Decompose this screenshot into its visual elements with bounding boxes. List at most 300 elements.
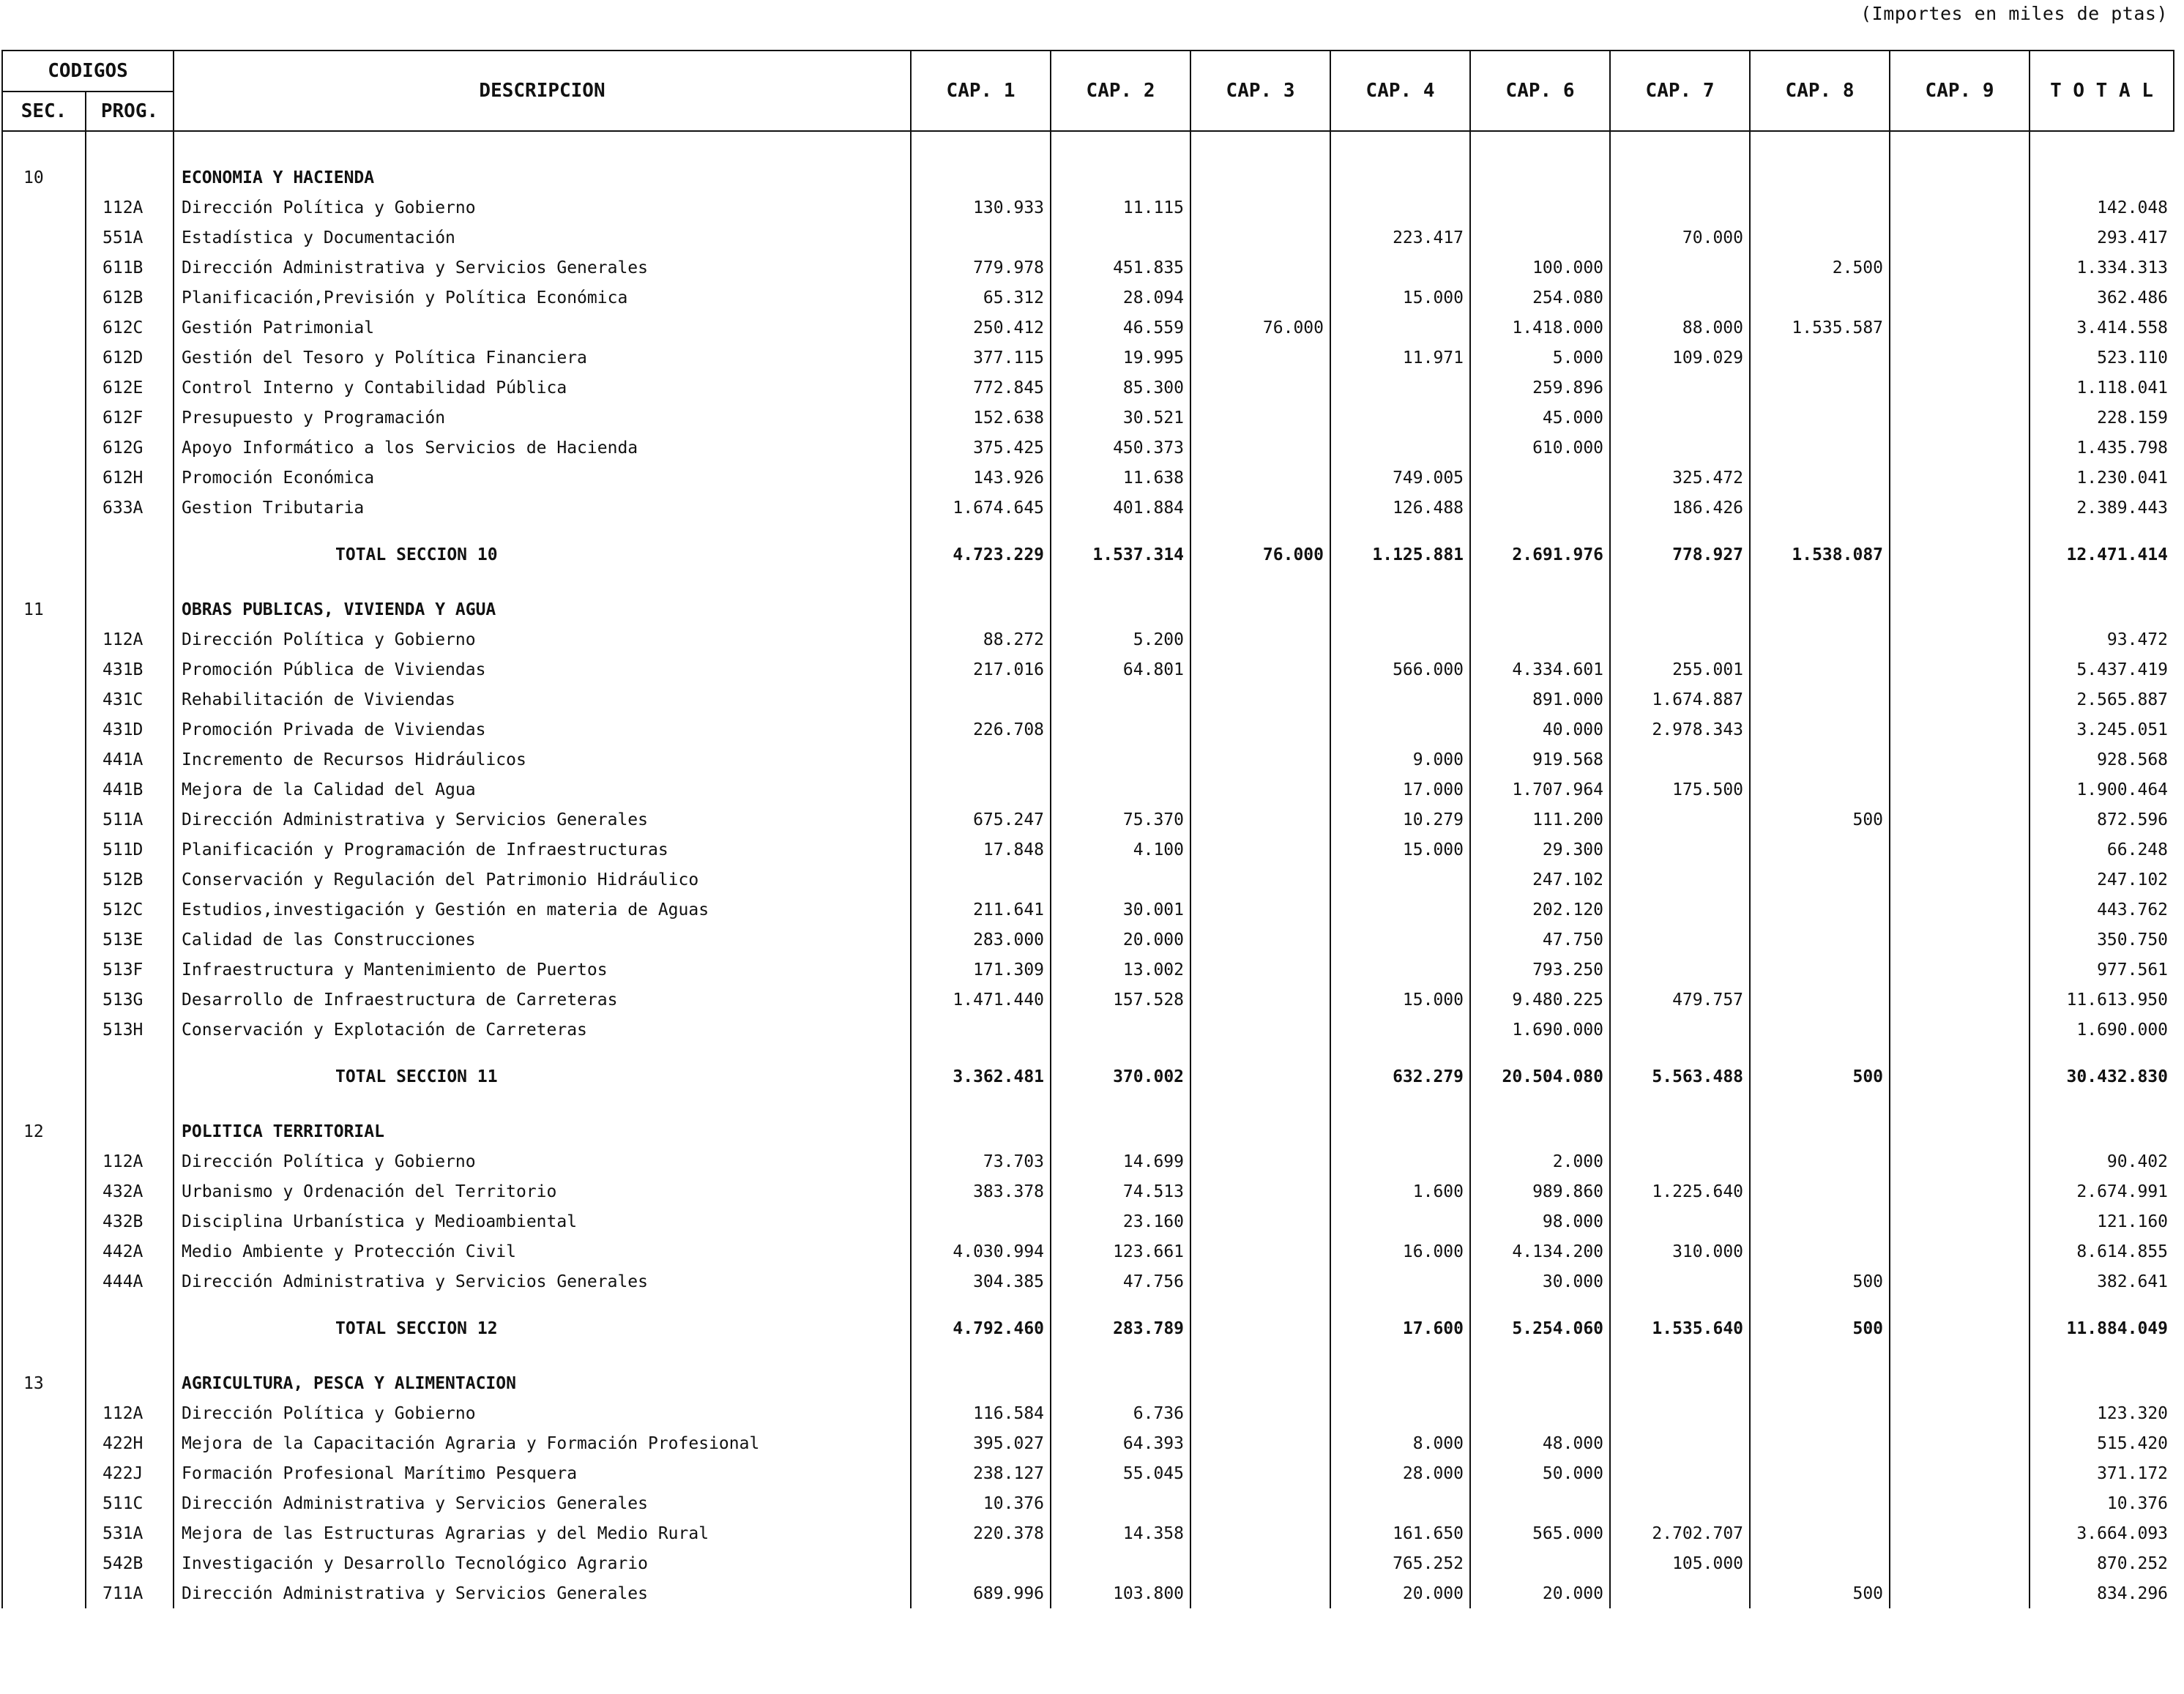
cap2-header: CAP. 2 bbox=[1051, 51, 1190, 131]
empty-cell bbox=[1051, 587, 1190, 594]
program-description: Dirección Administrativa y Servicios Generales bbox=[174, 1266, 911, 1296]
empty-cell bbox=[1051, 1361, 1190, 1368]
program-description: Planificación y Programación de Infraestructuras bbox=[174, 835, 911, 865]
program-description: Dirección Administrativa y Servicios Generales bbox=[174, 1578, 911, 1608]
amount-value: 109.029 bbox=[1610, 343, 1750, 373]
empty-cell bbox=[2030, 1116, 2174, 1146]
amount-value bbox=[1890, 1488, 2030, 1518]
row-total-value: 977.561 bbox=[2030, 955, 2174, 985]
empty-cell bbox=[1890, 163, 2030, 193]
total-value: 4.792.460 bbox=[911, 1296, 1051, 1361]
table-row bbox=[2, 835, 2174, 865]
amount-value bbox=[1750, 1518, 1890, 1548]
amount-value: 88.272 bbox=[911, 624, 1051, 654]
table-row bbox=[2, 925, 2174, 955]
table-row bbox=[2, 1146, 2174, 1176]
amount-value: 566.000 bbox=[1330, 654, 1470, 684]
row-total-value: 1.334.313 bbox=[2030, 253, 2174, 283]
cap4-header: CAP. 4 bbox=[1330, 51, 1470, 131]
program-code: 444A bbox=[86, 1266, 174, 1296]
amount-value: 479.757 bbox=[1610, 985, 1750, 1015]
total-value bbox=[1890, 1045, 2030, 1109]
amount-value bbox=[1610, 1458, 1750, 1488]
amount-value bbox=[911, 1548, 1051, 1578]
amount-value: 157.528 bbox=[1051, 985, 1190, 1015]
empty-cell bbox=[2, 1045, 86, 1109]
empty-cell bbox=[2, 684, 86, 714]
table-row bbox=[2, 253, 2174, 283]
empty-cell bbox=[2, 283, 86, 313]
amount-value bbox=[1890, 343, 2030, 373]
amount-value: 130.933 bbox=[911, 193, 1051, 223]
empty-cell bbox=[1610, 587, 1750, 594]
empty-cell bbox=[911, 1109, 1051, 1116]
empty-cell bbox=[2030, 1361, 2174, 1368]
row-total-value: 1.690.000 bbox=[2030, 1015, 2174, 1045]
program-code: 612D bbox=[86, 343, 174, 373]
total-value: 778.927 bbox=[1610, 523, 1750, 587]
empty-cell bbox=[2, 253, 86, 283]
amount-value bbox=[1190, 433, 1330, 463]
amount-value bbox=[1890, 714, 2030, 745]
empty-cell bbox=[1610, 1368, 1750, 1398]
table-row bbox=[2, 343, 2174, 373]
amount-value: 74.513 bbox=[1051, 1176, 1190, 1206]
amount-value bbox=[1330, 253, 1470, 283]
total-value: 1.535.640 bbox=[1610, 1296, 1750, 1361]
table-row bbox=[2, 895, 2174, 925]
section-header-row bbox=[2, 594, 2174, 624]
amount-value: 16.000 bbox=[1330, 1236, 1470, 1266]
amount-value bbox=[1470, 1488, 1610, 1518]
amount-value: 116.584 bbox=[911, 1398, 1051, 1428]
amount-value bbox=[1750, 283, 1890, 313]
table-row bbox=[2, 955, 2174, 985]
amount-value: 9.000 bbox=[1330, 745, 1470, 775]
empty-cell bbox=[86, 523, 174, 587]
amount-value: 223.417 bbox=[1330, 223, 1470, 253]
amount-value bbox=[911, 1206, 1051, 1236]
empty-cell bbox=[86, 131, 174, 163]
amount-value bbox=[1890, 1206, 2030, 1236]
empty-cell bbox=[2, 373, 86, 403]
amount-value bbox=[1190, 343, 1330, 373]
amount-value: 10.279 bbox=[1330, 805, 1470, 835]
amount-value bbox=[1890, 1236, 2030, 1266]
table-row bbox=[2, 985, 2174, 1015]
empty-cell bbox=[2, 895, 86, 925]
empty-cell bbox=[1051, 594, 1190, 624]
sec-header: SEC. bbox=[2, 92, 86, 131]
amount-value: 175.500 bbox=[1610, 775, 1750, 805]
amount-value bbox=[1750, 373, 1890, 403]
amount-value: 161.650 bbox=[1330, 1518, 1470, 1548]
section-header-row bbox=[2, 163, 2174, 193]
amount-value: 565.000 bbox=[1470, 1518, 1610, 1548]
row-total-value: 8.614.855 bbox=[2030, 1236, 2174, 1266]
amount-value bbox=[1190, 193, 1330, 223]
spacer-row bbox=[2, 1361, 2174, 1368]
empty-cell bbox=[2, 835, 86, 865]
empty-cell bbox=[2, 955, 86, 985]
amount-value: 29.300 bbox=[1470, 835, 1610, 865]
amount-value bbox=[1470, 624, 1610, 654]
table-row bbox=[2, 1518, 2174, 1548]
empty-cell bbox=[1610, 594, 1750, 624]
amount-value: 1.690.000 bbox=[1470, 1015, 1610, 1045]
amount-value bbox=[1330, 955, 1470, 985]
section-header-row bbox=[2, 1116, 2174, 1146]
empty-cell bbox=[2, 1458, 86, 1488]
amount-value bbox=[1610, 955, 1750, 985]
empty-cell bbox=[2, 223, 86, 253]
total-value: 1.125.881 bbox=[1330, 523, 1470, 587]
amount-value bbox=[1750, 1176, 1890, 1206]
amount-value: 2.500 bbox=[1750, 253, 1890, 283]
total-value: 283.789 bbox=[1051, 1296, 1190, 1361]
amount-value bbox=[1610, 1015, 1750, 1045]
amount-value bbox=[1610, 1206, 1750, 1236]
empty-cell bbox=[2, 775, 86, 805]
amount-value bbox=[1190, 1428, 1330, 1458]
amount-value bbox=[1190, 1398, 1330, 1428]
amount-value bbox=[1750, 1398, 1890, 1428]
amount-value: 13.002 bbox=[1051, 955, 1190, 985]
amount-value: 103.800 bbox=[1051, 1578, 1190, 1608]
amount-value: 5.200 bbox=[1051, 624, 1190, 654]
empty-cell bbox=[2030, 131, 2174, 163]
amount-value bbox=[1190, 253, 1330, 283]
amount-value: 689.996 bbox=[911, 1578, 1051, 1608]
table-row bbox=[2, 745, 2174, 775]
program-code: 432A bbox=[86, 1176, 174, 1206]
empty-cell bbox=[1330, 1368, 1470, 1398]
amount-value bbox=[1051, 1488, 1190, 1518]
amount-value bbox=[1890, 895, 2030, 925]
row-total-value: 228.159 bbox=[2030, 403, 2174, 433]
total-value bbox=[1890, 523, 2030, 587]
table-row bbox=[2, 1015, 2174, 1045]
empty-cell bbox=[2, 523, 86, 587]
amount-value bbox=[1890, 403, 2030, 433]
row-total-value: 1.230.041 bbox=[2030, 463, 2174, 493]
amount-value bbox=[1190, 835, 1330, 865]
program-code: 442A bbox=[86, 1236, 174, 1266]
amount-value: 772.845 bbox=[911, 373, 1051, 403]
amount-value: 377.115 bbox=[911, 343, 1051, 373]
empty-cell bbox=[1890, 1361, 2030, 1368]
cap6-header: CAP. 6 bbox=[1470, 51, 1610, 131]
amount-value bbox=[1610, 1428, 1750, 1458]
amount-value bbox=[1610, 835, 1750, 865]
program-description: Infraestructura y Mantenimiento de Puertos bbox=[174, 955, 911, 985]
program-description: Gestión del Tesoro y Política Financiera bbox=[174, 343, 911, 373]
empty-cell bbox=[1051, 1116, 1190, 1146]
empty-cell bbox=[1470, 594, 1610, 624]
amount-value: 450.373 bbox=[1051, 433, 1190, 463]
amount-value: 30.000 bbox=[1470, 1266, 1610, 1296]
amount-value bbox=[1890, 624, 2030, 654]
amount-value: 765.252 bbox=[1330, 1548, 1470, 1578]
grand-total-value: 30.432.830 bbox=[2030, 1045, 2174, 1109]
amount-value bbox=[1470, 463, 1610, 493]
empty-cell bbox=[1890, 131, 2030, 163]
amount-value bbox=[1750, 463, 1890, 493]
amount-value bbox=[1190, 1236, 1330, 1266]
amount-value: 152.638 bbox=[911, 403, 1051, 433]
table-row bbox=[2, 684, 2174, 714]
program-code: 422H bbox=[86, 1428, 174, 1458]
row-total-value: 1.118.041 bbox=[2030, 373, 2174, 403]
amount-value: 254.080 bbox=[1470, 283, 1610, 313]
amount-value: 9.480.225 bbox=[1470, 985, 1610, 1015]
cap8-header: CAP. 8 bbox=[1750, 51, 1890, 131]
empty-cell bbox=[2, 1266, 86, 1296]
amount-value: 8.000 bbox=[1330, 1428, 1470, 1458]
empty-cell bbox=[1750, 594, 1890, 624]
program-description: Dirección Política y Gobierno bbox=[174, 1398, 911, 1428]
empty-cell bbox=[1051, 1109, 1190, 1116]
section-code: 10 bbox=[2, 163, 86, 193]
section-code: 13 bbox=[2, 1368, 86, 1398]
amount-value bbox=[1330, 624, 1470, 654]
program-code: 112A bbox=[86, 1146, 174, 1176]
amount-value bbox=[1610, 1398, 1750, 1428]
amount-value bbox=[1190, 223, 1330, 253]
amount-value bbox=[1750, 1015, 1890, 1045]
program-code: 513E bbox=[86, 925, 174, 955]
amount-value: 28.000 bbox=[1330, 1458, 1470, 1488]
row-total-value: 2.389.443 bbox=[2030, 493, 2174, 523]
amount-value bbox=[1190, 1176, 1330, 1206]
empty-cell bbox=[2, 925, 86, 955]
amount-value: 105.000 bbox=[1610, 1548, 1750, 1578]
amount-value: 50.000 bbox=[1470, 1458, 1610, 1488]
amount-value bbox=[1890, 654, 2030, 684]
empty-cell bbox=[2, 624, 86, 654]
program-description: Planificación,Previsión y Política Económica bbox=[174, 283, 911, 313]
empty-cell bbox=[86, 1361, 174, 1368]
amount-value bbox=[1330, 1015, 1470, 1045]
row-total-value: 90.402 bbox=[2030, 1146, 2174, 1176]
amount-value: 11.971 bbox=[1330, 343, 1470, 373]
amount-value: 238.127 bbox=[911, 1458, 1051, 1488]
amount-value bbox=[1051, 1015, 1190, 1045]
amount-value bbox=[1890, 1518, 2030, 1548]
amount-value bbox=[911, 1015, 1051, 1045]
empty-cell bbox=[911, 131, 1051, 163]
section-name: ECONOMIA Y HACIENDA bbox=[174, 163, 911, 193]
grand-total-value: 11.884.049 bbox=[2030, 1296, 2174, 1361]
empty-cell bbox=[86, 1296, 174, 1361]
program-description: Calidad de las Construcciones bbox=[174, 925, 911, 955]
total-value bbox=[1890, 1296, 2030, 1361]
row-total-value: 121.160 bbox=[2030, 1206, 2174, 1236]
row-total-value: 371.172 bbox=[2030, 1458, 2174, 1488]
amount-value: 779.978 bbox=[911, 253, 1051, 283]
total-value: 17.600 bbox=[1330, 1296, 1470, 1361]
amount-value bbox=[1890, 1548, 2030, 1578]
empty-cell bbox=[1470, 131, 1610, 163]
table-row bbox=[2, 1488, 2174, 1518]
empty-cell bbox=[1330, 163, 1470, 193]
amount-value: 259.896 bbox=[1470, 373, 1610, 403]
amount-value: 1.471.440 bbox=[911, 985, 1051, 1015]
program-code: 612C bbox=[86, 313, 174, 343]
amount-value bbox=[1610, 925, 1750, 955]
program-description: Dirección Política y Gobierno bbox=[174, 193, 911, 223]
amount-value: 451.835 bbox=[1051, 253, 1190, 283]
table-row bbox=[2, 493, 2174, 523]
amount-value bbox=[1330, 925, 1470, 955]
row-total-value: 928.568 bbox=[2030, 745, 2174, 775]
amount-value bbox=[911, 775, 1051, 805]
amount-value: 11.638 bbox=[1051, 463, 1190, 493]
empty-cell bbox=[174, 1361, 911, 1368]
amount-value bbox=[1330, 313, 1470, 343]
amount-value bbox=[1051, 775, 1190, 805]
program-code: 511C bbox=[86, 1488, 174, 1518]
program-description: Conservación y Regulación del Patrimonio Hidráulico bbox=[174, 865, 911, 895]
amount-value bbox=[1750, 1206, 1890, 1236]
amount-value: 73.703 bbox=[911, 1146, 1051, 1176]
program-code: 612G bbox=[86, 433, 174, 463]
amount-value bbox=[1190, 745, 1330, 775]
empty-cell bbox=[2, 131, 86, 163]
amount-value: 255.001 bbox=[1610, 654, 1750, 684]
table-row bbox=[2, 433, 2174, 463]
program-code: 441A bbox=[86, 745, 174, 775]
amount-value bbox=[1610, 283, 1750, 313]
amount-value: 47.756 bbox=[1051, 1266, 1190, 1296]
program-description: Gestión Patrimonial bbox=[174, 313, 911, 343]
row-total-value: 1.900.464 bbox=[2030, 775, 2174, 805]
amount-value bbox=[911, 684, 1051, 714]
empty-cell bbox=[2, 1488, 86, 1518]
amount-value bbox=[1750, 775, 1890, 805]
amount-value bbox=[1750, 654, 1890, 684]
table-row bbox=[2, 805, 2174, 835]
program-description: Dirección Política y Gobierno bbox=[174, 624, 911, 654]
amount-value bbox=[1890, 1176, 2030, 1206]
amount-value bbox=[1470, 1548, 1610, 1578]
row-total-value: 66.248 bbox=[2030, 835, 2174, 865]
table-row bbox=[2, 313, 2174, 343]
empty-cell bbox=[1890, 594, 2030, 624]
empty-cell bbox=[1190, 1116, 1330, 1146]
total-value: 2.691.976 bbox=[1470, 523, 1610, 587]
table-row bbox=[2, 403, 2174, 433]
amount-value: 15.000 bbox=[1330, 835, 1470, 865]
amount-value: 247.102 bbox=[1470, 865, 1610, 895]
amount-value bbox=[1890, 1578, 2030, 1608]
amount-value: 65.312 bbox=[911, 283, 1051, 313]
program-description: Estadística y Documentación bbox=[174, 223, 911, 253]
program-code: 611B bbox=[86, 253, 174, 283]
amount-value: 15.000 bbox=[1330, 283, 1470, 313]
program-code: 612H bbox=[86, 463, 174, 493]
empty-cell bbox=[1890, 587, 2030, 594]
empty-cell bbox=[2, 463, 86, 493]
amount-value: 891.000 bbox=[1470, 684, 1610, 714]
empty-cell bbox=[86, 1045, 174, 1109]
amount-value: 220.378 bbox=[911, 1518, 1051, 1548]
empty-cell bbox=[911, 1116, 1051, 1146]
amount-value bbox=[1750, 1428, 1890, 1458]
amount-value bbox=[1051, 684, 1190, 714]
amount-value: 5.000 bbox=[1470, 343, 1610, 373]
program-code: 431D bbox=[86, 714, 174, 745]
empty-cell bbox=[2030, 163, 2174, 193]
table-row bbox=[2, 1578, 2174, 1608]
amount-value bbox=[1750, 985, 1890, 1015]
total-value bbox=[1190, 1296, 1330, 1361]
section-code: 11 bbox=[2, 594, 86, 624]
row-total-value: 834.296 bbox=[2030, 1578, 2174, 1608]
spacer-row bbox=[2, 1109, 2174, 1116]
empty-cell bbox=[1610, 1361, 1750, 1368]
empty-cell bbox=[911, 594, 1051, 624]
program-code: 531A bbox=[86, 1518, 174, 1548]
program-description: Mejora de la Calidad del Agua bbox=[174, 775, 911, 805]
empty-cell bbox=[174, 587, 911, 594]
amount-value bbox=[1330, 433, 1470, 463]
section-name: OBRAS PUBLICAS, VIVIENDA Y AGUA bbox=[174, 594, 911, 624]
amount-value: 186.426 bbox=[1610, 493, 1750, 523]
amount-value bbox=[1750, 624, 1890, 654]
empty-cell bbox=[1750, 1361, 1890, 1368]
amount-value: 749.005 bbox=[1330, 463, 1470, 493]
amount-value: 47.750 bbox=[1470, 925, 1610, 955]
grand-total-value: 12.471.414 bbox=[2030, 523, 2174, 587]
amount-value bbox=[1890, 835, 2030, 865]
amount-value bbox=[1890, 684, 2030, 714]
empty-cell bbox=[2, 1578, 86, 1608]
program-description: Dirección Política y Gobierno bbox=[174, 1146, 911, 1176]
program-code: 431C bbox=[86, 684, 174, 714]
program-code: 511A bbox=[86, 805, 174, 835]
amount-value bbox=[1610, 624, 1750, 654]
amount-value: 1.225.640 bbox=[1610, 1176, 1750, 1206]
amount-value: 2.000 bbox=[1470, 1146, 1610, 1176]
amount-value bbox=[1610, 895, 1750, 925]
amount-value bbox=[1190, 624, 1330, 654]
empty-cell bbox=[86, 1368, 174, 1398]
empty-cell bbox=[2, 805, 86, 835]
empty-cell bbox=[1190, 587, 1330, 594]
empty-cell bbox=[1330, 594, 1470, 624]
amount-value bbox=[1890, 1398, 2030, 1428]
program-code: 633A bbox=[86, 493, 174, 523]
amount-value bbox=[1470, 493, 1610, 523]
empty-cell bbox=[2, 1518, 86, 1548]
amount-value: 325.472 bbox=[1610, 463, 1750, 493]
prog-header: PROG. bbox=[86, 92, 174, 131]
cap7-header: CAP. 7 bbox=[1610, 51, 1750, 131]
program-description: Control Interno y Contabilidad Pública bbox=[174, 373, 911, 403]
table-row bbox=[2, 714, 2174, 745]
amount-value bbox=[1190, 775, 1330, 805]
total-value: 5.254.060 bbox=[1470, 1296, 1610, 1361]
amount-value bbox=[1890, 283, 2030, 313]
budget-table bbox=[1, 50, 2174, 1608]
section-total-label: TOTAL SECCION 12 bbox=[174, 1296, 911, 1361]
amount-value bbox=[1610, 865, 1750, 895]
amount-value: 100.000 bbox=[1470, 253, 1610, 283]
empty-cell bbox=[2, 493, 86, 523]
program-description: Urbanismo y Ordenación del Territorio bbox=[174, 1176, 911, 1206]
amount-value: 171.309 bbox=[911, 955, 1051, 985]
